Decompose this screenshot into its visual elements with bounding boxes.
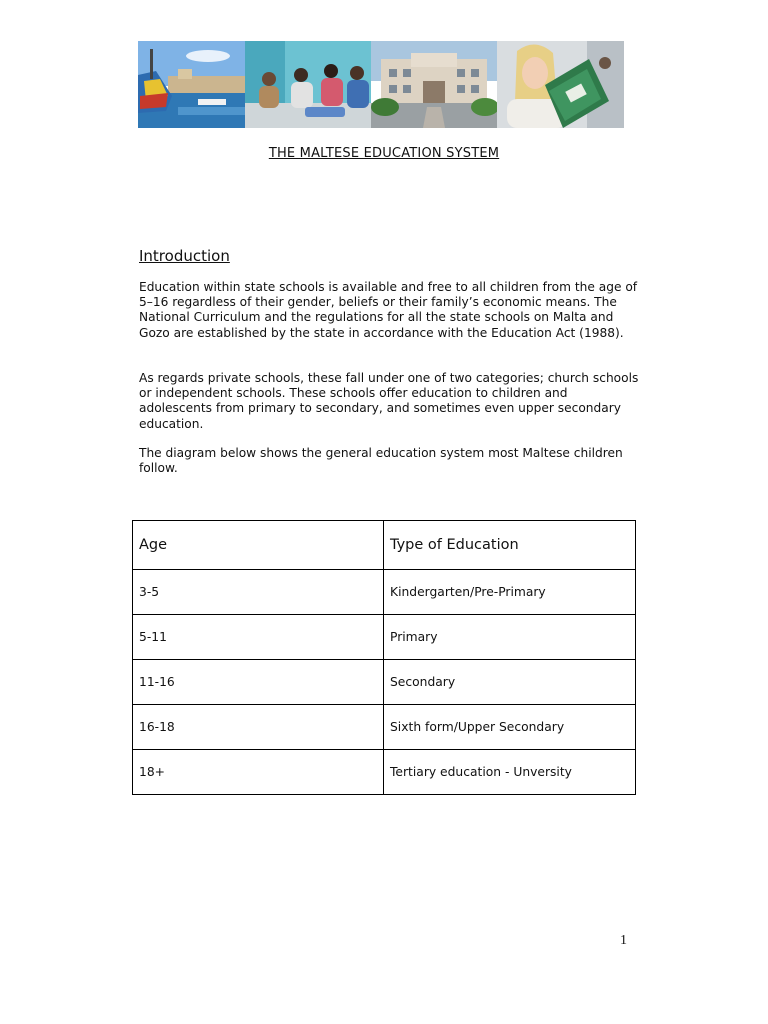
education-system-table bbox=[132, 520, 636, 795]
column-header-age: Age bbox=[133, 521, 384, 570]
table-row bbox=[133, 570, 636, 615]
age-cell: 11-16 bbox=[133, 660, 384, 705]
table-row bbox=[133, 615, 636, 660]
students-group-photo bbox=[245, 41, 371, 128]
table-row bbox=[133, 660, 636, 705]
age-cell: 5-11 bbox=[133, 615, 384, 660]
table-row bbox=[133, 705, 636, 750]
page-number: 1 bbox=[620, 933, 627, 948]
header-banner bbox=[138, 41, 624, 128]
education-type-cell: Secondary bbox=[384, 660, 636, 705]
education-type-cell: Kindergarten/Pre-Primary bbox=[384, 570, 636, 615]
age-cell: 18+ bbox=[133, 750, 384, 795]
age-cell: 16-18 bbox=[133, 705, 384, 750]
document-title: THE MALTESE EDUCATION SYSTEM bbox=[268, 146, 500, 161]
school-building-photo bbox=[371, 41, 497, 128]
education-type-cell: Tertiary education - Unversity bbox=[384, 750, 636, 795]
table-row bbox=[133, 750, 636, 795]
age-cell: 3-5 bbox=[133, 570, 384, 615]
intro-paragraph-state-schools: Education within state schools is available and free to all children from the age of 5–16 regardless of their gender, beliefs or their family’s economic means. The National Curriculum and the regulations for all the state schools on Malta and Gozo are established by the state in accordance with the Education Act (1988). bbox=[139, 280, 638, 340]
introduction-heading: Introduction bbox=[139, 247, 230, 265]
table-header-row bbox=[133, 521, 636, 570]
intro-paragraph-diagram: The diagram below shows the general education system most Maltese children follow. bbox=[139, 446, 623, 476]
education-type-cell: Primary bbox=[384, 615, 636, 660]
harbour-boat-photo bbox=[138, 41, 245, 128]
student-reading-photo bbox=[497, 41, 624, 128]
education-type-cell: Sixth form/Upper Secondary bbox=[384, 705, 636, 750]
intro-paragraph-private-schools: As regards private schools, these fall under one of two categories; church schools or independent schools. These schools offer education to children and adolescents from primary to secondary, and sometimes even upper secondary education. bbox=[139, 371, 639, 431]
column-header-type: Type of Education bbox=[384, 521, 636, 570]
